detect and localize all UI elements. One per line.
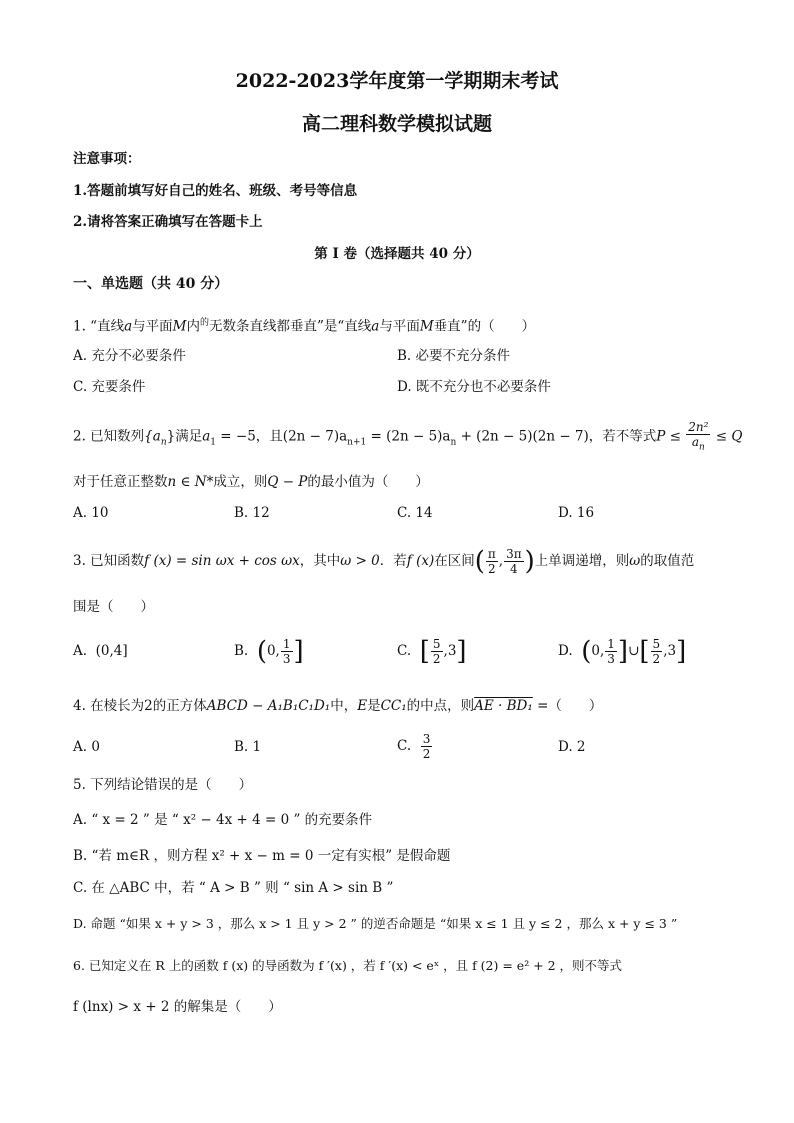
question-5-option-c: C. 在 △ABC 中，若 “ A > B ” 则 “ sin A > sin B ”	[73, 880, 394, 896]
section-title: 一、单选题（共 40 分）	[73, 276, 229, 292]
notice-item-1: 1.答题前填写好自己的姓名、班级、考号等信息	[73, 183, 358, 199]
question-3-line-2: 围是（ ）	[73, 599, 154, 615]
question-5-option-a: A. “ x = 2 ” 是 “ x² − 4x + 4 = 0 ” 的充要条件	[73, 812, 373, 828]
question-1-option-a: A. 充分不必要条件	[73, 348, 186, 364]
notice-item-2: 2.请将答案正确填写在答题卡上	[73, 214, 263, 230]
question-3-option-b: B. (0, $\frac{1}{3}$ ]	[234, 636, 304, 667]
question-1-option-c: C. 充要条件	[73, 379, 146, 395]
question-4-stem: 4. 在棱长为2的正方体ABCD − A₁B₁C₁D₁中，E是CC₁的中点，则AE · BD₁ =（ ）	[73, 698, 603, 714]
question-6-stem: 6. 已知定义在 R 上的函数 f (x) 的导函数为 f ′(x) ，若 f ′(x) < eˣ ，且 f (2) = e² + 2 ，则不等式	[73, 958, 623, 973]
question-3-option-d: D. (0, $\frac{1}{3}$ ]∪[ $\frac{5}{2}$ ,3]	[558, 636, 687, 667]
question-2-stem: 2. 已知数列$\{a_n\}$满足$a_1 = -5$，且$(2n - 7)a_{n+1} = (2n - 5)a_n + (2n - 5)(2n - 7)$，若不等式P ≤ $\frac{\text{2n²}}{a_n}$ ≤ Q	[73, 420, 743, 453]
question-2-option-b: B. 12	[234, 505, 270, 521]
question-5-option-d: D. 命题 “如果 x + y > 3 ，那么 x > 1 且 y > 2 ” 的逆否命题是 “如果 x ≤ 1 且 y ≤ 2 ，那么 x + y ≤ 3 ”	[73, 916, 678, 931]
question-5-option-b: B. “若 m∈R ，则方程 x² + x − m = 0 一定有实根” 是假命题	[73, 848, 451, 864]
notice-heading: 注意事项：	[73, 151, 141, 167]
volume-title: 第 I 卷（选择题共 40 分）	[314, 246, 480, 262]
question-3-option-a: A. (0,4]	[73, 643, 128, 659]
question-5-stem: 5. 下列结论错误的是（ ）	[73, 777, 253, 793]
question-1-option-d: D. 既不充分也不必要条件	[397, 379, 551, 395]
question-2-fraction: $\frac{\text{2n²}}{a_n}$	[688, 420, 709, 453]
exam-title: 2022-2023学年度第一学期期末考试	[235, 70, 559, 92]
question-4-option-c: C. $\frac{3}{2}$	[397, 732, 431, 761]
question-4-option-a: A. 0	[73, 739, 100, 755]
question-3-option-c: C. [ $\frac{5}{2}$ ,3]	[397, 636, 467, 667]
exam-subtitle: 高二理科数学模拟试题	[301, 113, 492, 135]
question-2-option-c: C. 14	[397, 505, 433, 521]
question-1-stem: 1. “直线a与平面M内$^的$无数条直线都垂直”是“直线a与平面M垂直”的（ ）	[73, 318, 536, 335]
question-4-option-b: B. 1	[234, 739, 262, 755]
question-4-option-d: D. 2	[558, 739, 586, 755]
question-3-stem: 3. 已知函数f (x) = sin ωx + cos ωx，其中ω > 0．若f (x)在区间( $\frac{\pi}{2}$ , $\frac{3\pi}{4}$ )上单调递增，则ω的取值范	[73, 546, 695, 577]
question-2-option-a: A. 10	[73, 505, 109, 521]
question-2-line-2: 对于任意正整数n ∈ N*成立，则Q − P的最小值为（ ）	[73, 474, 429, 490]
question-1-option-b: B. 必要不充分条件	[397, 348, 511, 364]
question-6-line-2: f (lnx) > x + 2 的解集是（ ）	[73, 999, 282, 1015]
question-2-option-d: D. 16	[558, 505, 595, 521]
